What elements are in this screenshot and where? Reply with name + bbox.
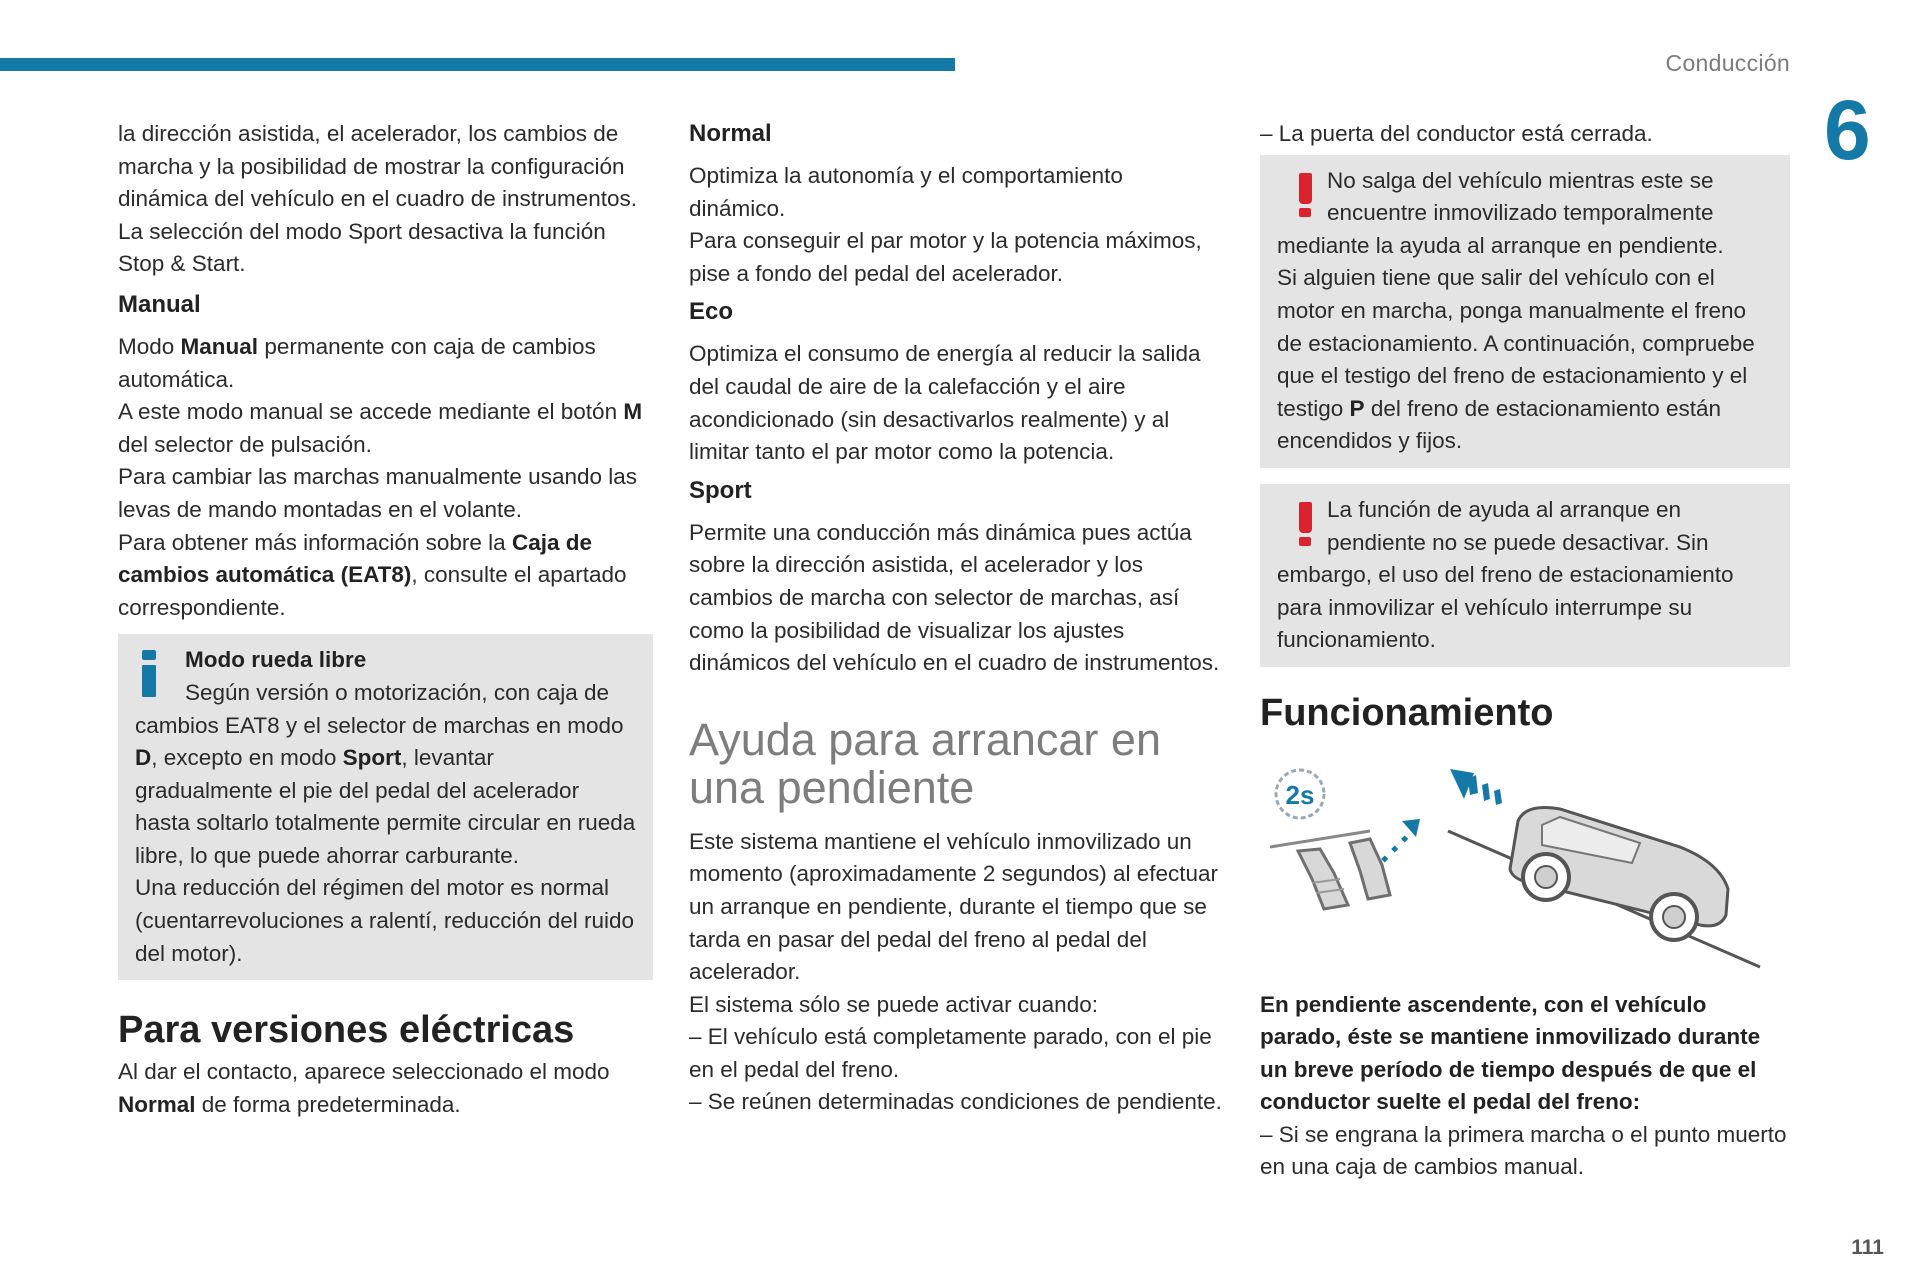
chapter-number: 6 (1824, 83, 1871, 177)
heading-normal: Normal (689, 120, 772, 147)
heading-sport: Sport (689, 476, 752, 504)
paragraph: Optimiza la autonomía y el comportamiento dinámico. (689, 163, 1123, 221)
heading-operation: Funcionamiento (1260, 691, 1554, 734)
warning-note (1260, 155, 1790, 468)
list-item: – Si se engrana la primera marcha o el punto muerto en una caja de cambios manual. (1260, 1121, 1787, 1180)
pedals-icon (1270, 831, 1390, 909)
warning-icon (1277, 165, 1327, 221)
paragraph: A este modo manual se accede mediante el botón M del selector de pulsación. (118, 399, 643, 457)
list-item: – El vehículo está completamente parado, con el pie en el pedal del freno. (689, 1024, 1212, 1082)
info-note (118, 634, 653, 980)
section-title: Conducción (1665, 50, 1790, 76)
paragraph: Permite una conducción más dinámica pues actúa sobre la dirección asistida, el acelerador y los cambios de marcha con selector de marchas, así como la posibilidad de visualizar los ajustes dinámicos del vehículo en el cuadro de instrumentos. (689, 519, 1220, 676)
heading-hill-start: Ayuda para arrancar en una pendiente (689, 713, 1161, 813)
paragraph: El sistema sólo se puede activar cuando: (689, 991, 1098, 1017)
warning-note (1260, 484, 1790, 667)
paragraph: Este sistema mantiene el vehículo inmovilizado un momento (aproximadamente 2 segundos) al efectuar un arranque en pendiente, durante el tiempo que se tarda en pasar del pedal del freno al pedal del acelerador. (689, 828, 1219, 985)
paragraph: Para cambiar las marchas manualmente usando las levas de mando montadas en el volante. (118, 464, 638, 522)
paragraph-bold: En pendiente ascendente, con el vehículo parado, éste se mantiene inmovilizado durante un breve período de tiempo después de que el conductor suelte el pedal del freno: (1260, 991, 1761, 1115)
paragraph: Al dar el contacto, aparece seleccionado el modo Normal de forma predeterminada. (118, 1059, 610, 1117)
header-accent-bar (0, 58, 955, 71)
note-title: Modo rueda libre (185, 647, 367, 673)
warning-text: La función de ayuda al arranque en pendiente no se puede desactivar. Sin embargo, el uso del freno de estacionamiento para inmovilizar el vehículo interrumpe su funcionamiento. (1277, 496, 1734, 653)
list-item: – La puerta del conductor está cerrada. (1260, 121, 1653, 146)
timer-label: 2s (1285, 779, 1315, 810)
info-icon (135, 644, 185, 700)
hill-start-illustration (1260, 759, 1790, 969)
column-middle (689, 118, 1224, 1119)
paragraph: Optimiza el consumo de energía al reducir la salida del caudal de aire de la calefacción y el aire acondicionado (sin desactivarlos realmente) y al limitar tanto el par motor como la potencia. (689, 341, 1201, 465)
heading-manual: Manual (118, 290, 201, 318)
paragraph: Modo Manual permanente con caja de cambios automática. (118, 333, 596, 392)
warning-text: No salga del vehículo mientras este se encuentre inmovilizado temporalmente mediante la ayuda al arranque en pendiente. (1277, 167, 1724, 258)
car-icon (1510, 807, 1728, 940)
paragraph: Para obtener más información sobre la Caja de cambios automática (EAT8), consulte el apartado correspondiente. (118, 529, 627, 620)
pedal-release-arrow-icon (1381, 819, 1420, 863)
column-right (1260, 118, 1790, 1184)
column-left (118, 118, 653, 1121)
list-item: – Se reúnen determinadas condiciones de pendiente. (689, 1089, 1222, 1115)
paragraph: la dirección asistida, el acelerador, los cambios de marcha y la posibilidad de mostrar la configuración dinámica del vehículo en el cuadro de instrumentos. (118, 121, 638, 212)
heading-eco: Eco (689, 298, 734, 326)
note-text: Una reducción del régimen del motor es normal (cuentarrevoluciones a ralentí, reducción del ruido del motor). (135, 875, 635, 966)
page-number: 111 (1851, 1236, 1884, 1259)
motion-arrow-icon (1450, 769, 1502, 805)
paragraph: La selección del modo Sport desactiva la función Stop & Start. (118, 218, 606, 277)
warning-text: Si alguien tiene que salir del vehículo con el motor en marcha, ponga manualmente el freno de estacionamiento. A continuación, compruebe que el testigo del freno de estacionamiento y el testigo P del freno de estacionamiento están encendidos y fijos. (1277, 265, 1755, 454)
warning-icon (1277, 494, 1327, 550)
timer-icon (1276, 770, 1324, 818)
heading-electric: Para versiones eléctricas (118, 1009, 575, 1052)
paragraph: Para conseguir el par motor y la potencia máximos, pise a fondo del pedal del acelerador. (689, 228, 1202, 286)
note-text: Según versión o motorización, con caja de cambios EAT8 y el selector de marchas en modo D, excepto en modo Sport, levantar gradualmente el pie del pedal del acelerador hasta soltarlo totalmente permite circular en rueda libre, lo que puede ahorrar carburante. (135, 679, 636, 868)
